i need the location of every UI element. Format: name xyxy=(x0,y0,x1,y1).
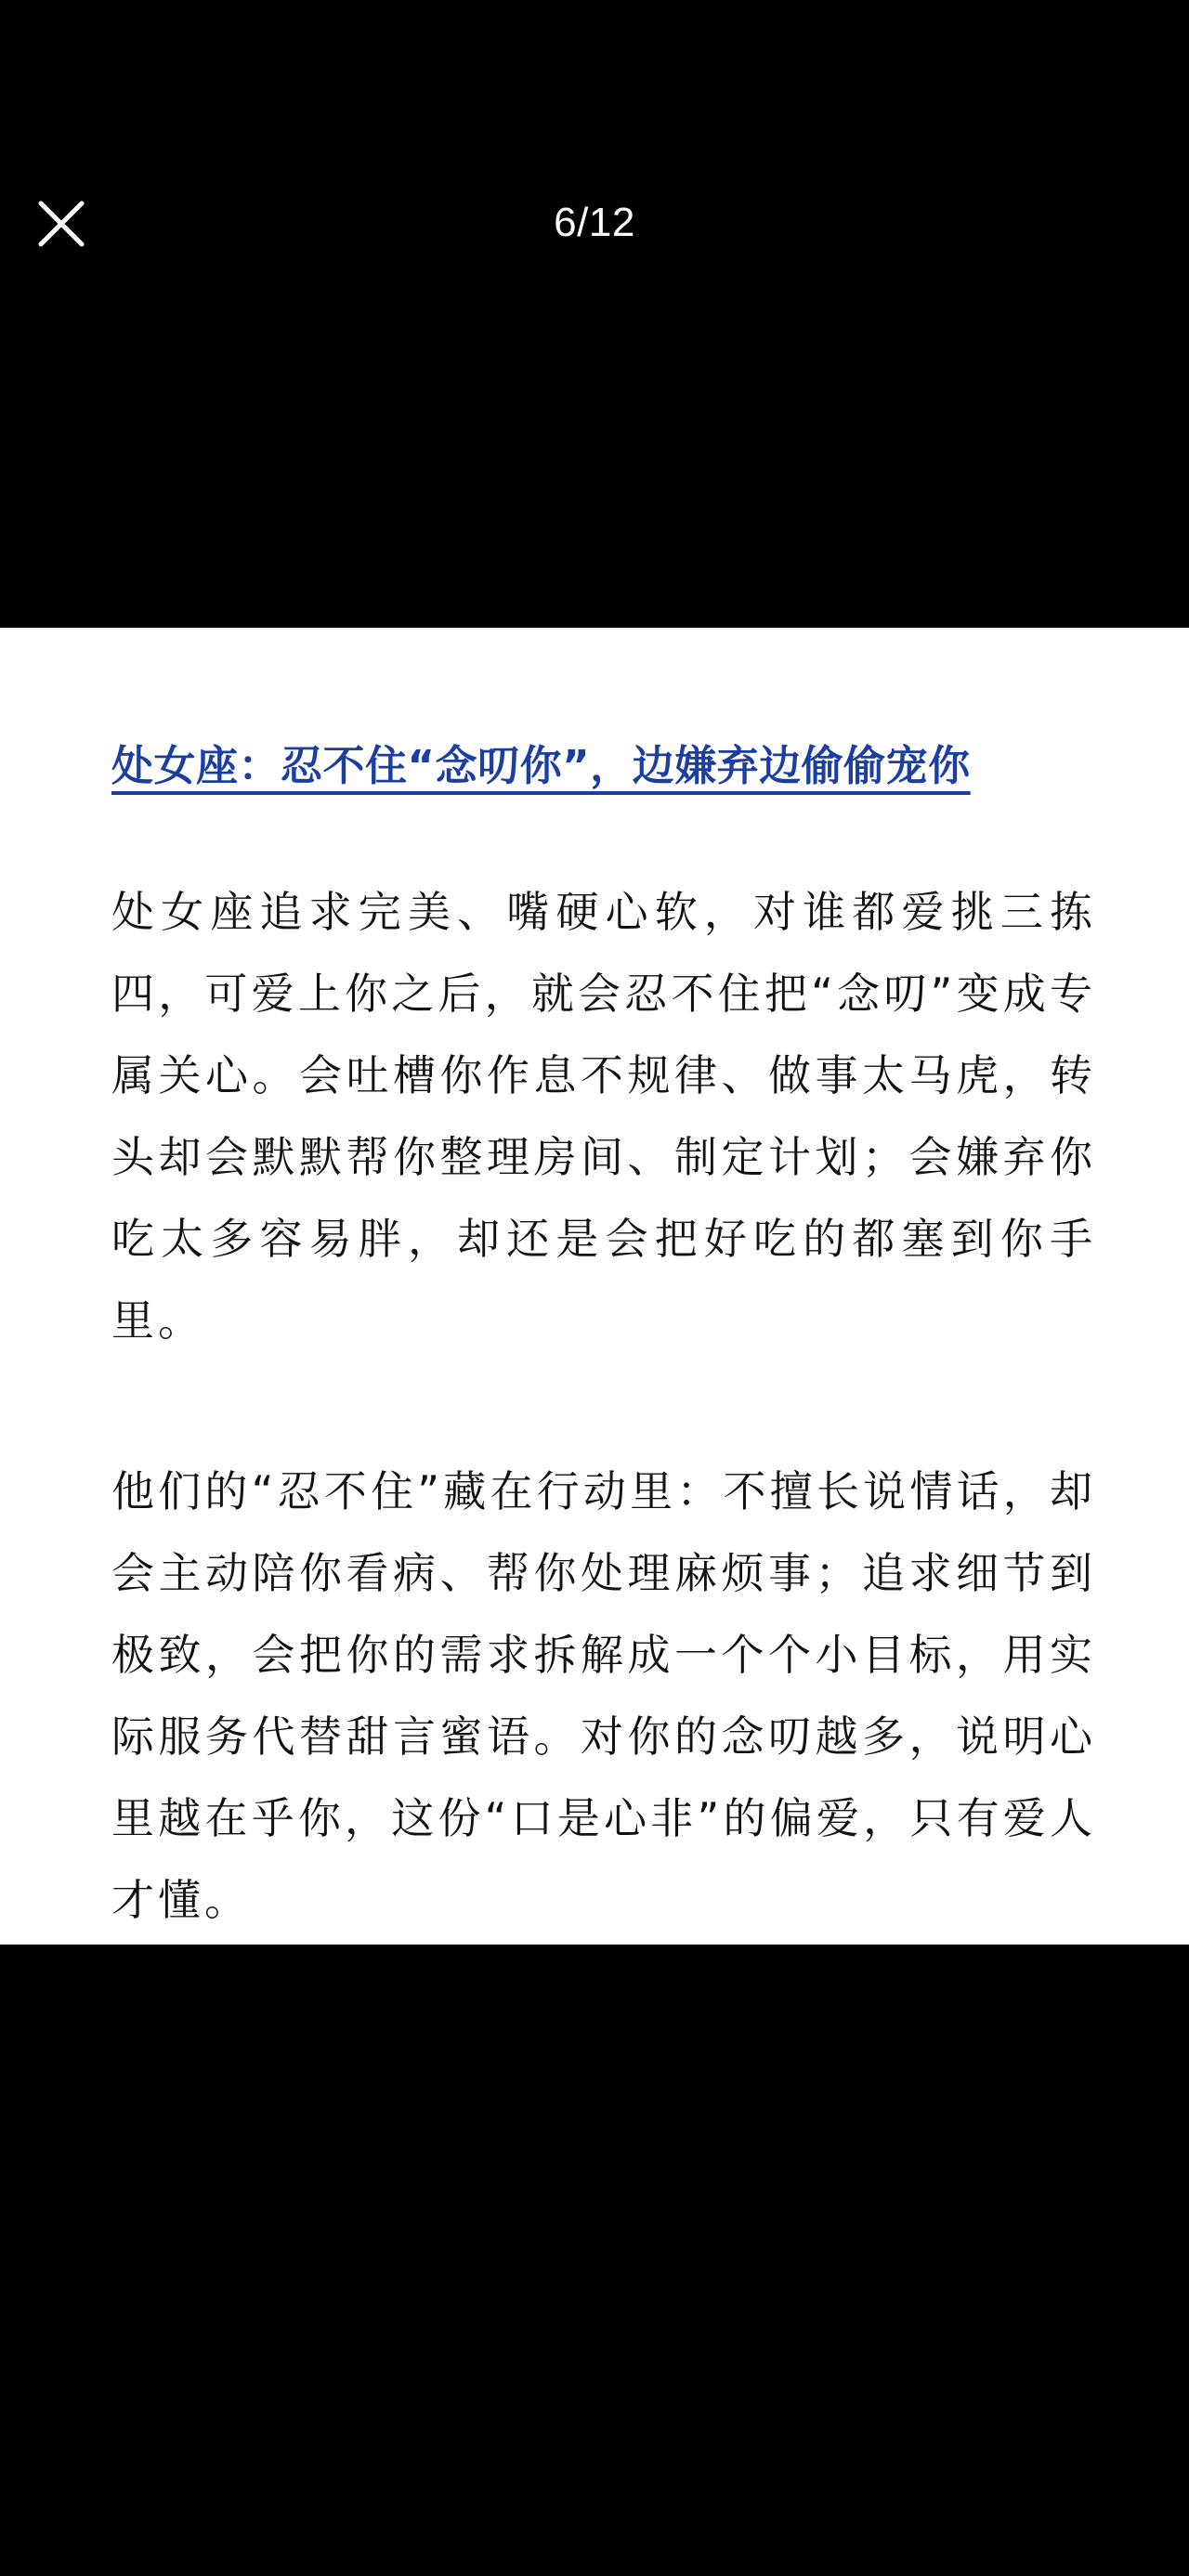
viewer-footer xyxy=(0,1945,1189,2576)
slide-paragraph: 他们的“忍不住”藏在行动里：不擅长说情话，却会主动陪你看病、帮你处理麻烦事；追求细节到极致，会把你的需求拆解成一个个小目标，用实际服务代替甜言蜜语。对你的念叨越多，说明心里越在乎你，这份“口是心非”的偏爱，只有爱人才懂。 xyxy=(111,1466,1096,1925)
viewer-header xyxy=(0,0,1189,628)
slide-title: 处女座：忍不住“念叨你”，边嫌弃边偷偷宠你 xyxy=(111,741,971,790)
slide-image[interactable] xyxy=(0,628,1189,1945)
slide-paragraph: 处女座追求完美、嘴硬心软，对谁都爱挑三拣四，可爱上你之后，就会忍不住把“念叨”变成专属关心。会吐槽你作息不规律、做事太马虎，转头却会默默帮你整理房间、制定计划；会嫌弃你吃太多容易胖，却还是会把好吃的都塞到你手里。 xyxy=(111,887,1096,1346)
page-counter: 6/12 xyxy=(554,200,635,245)
